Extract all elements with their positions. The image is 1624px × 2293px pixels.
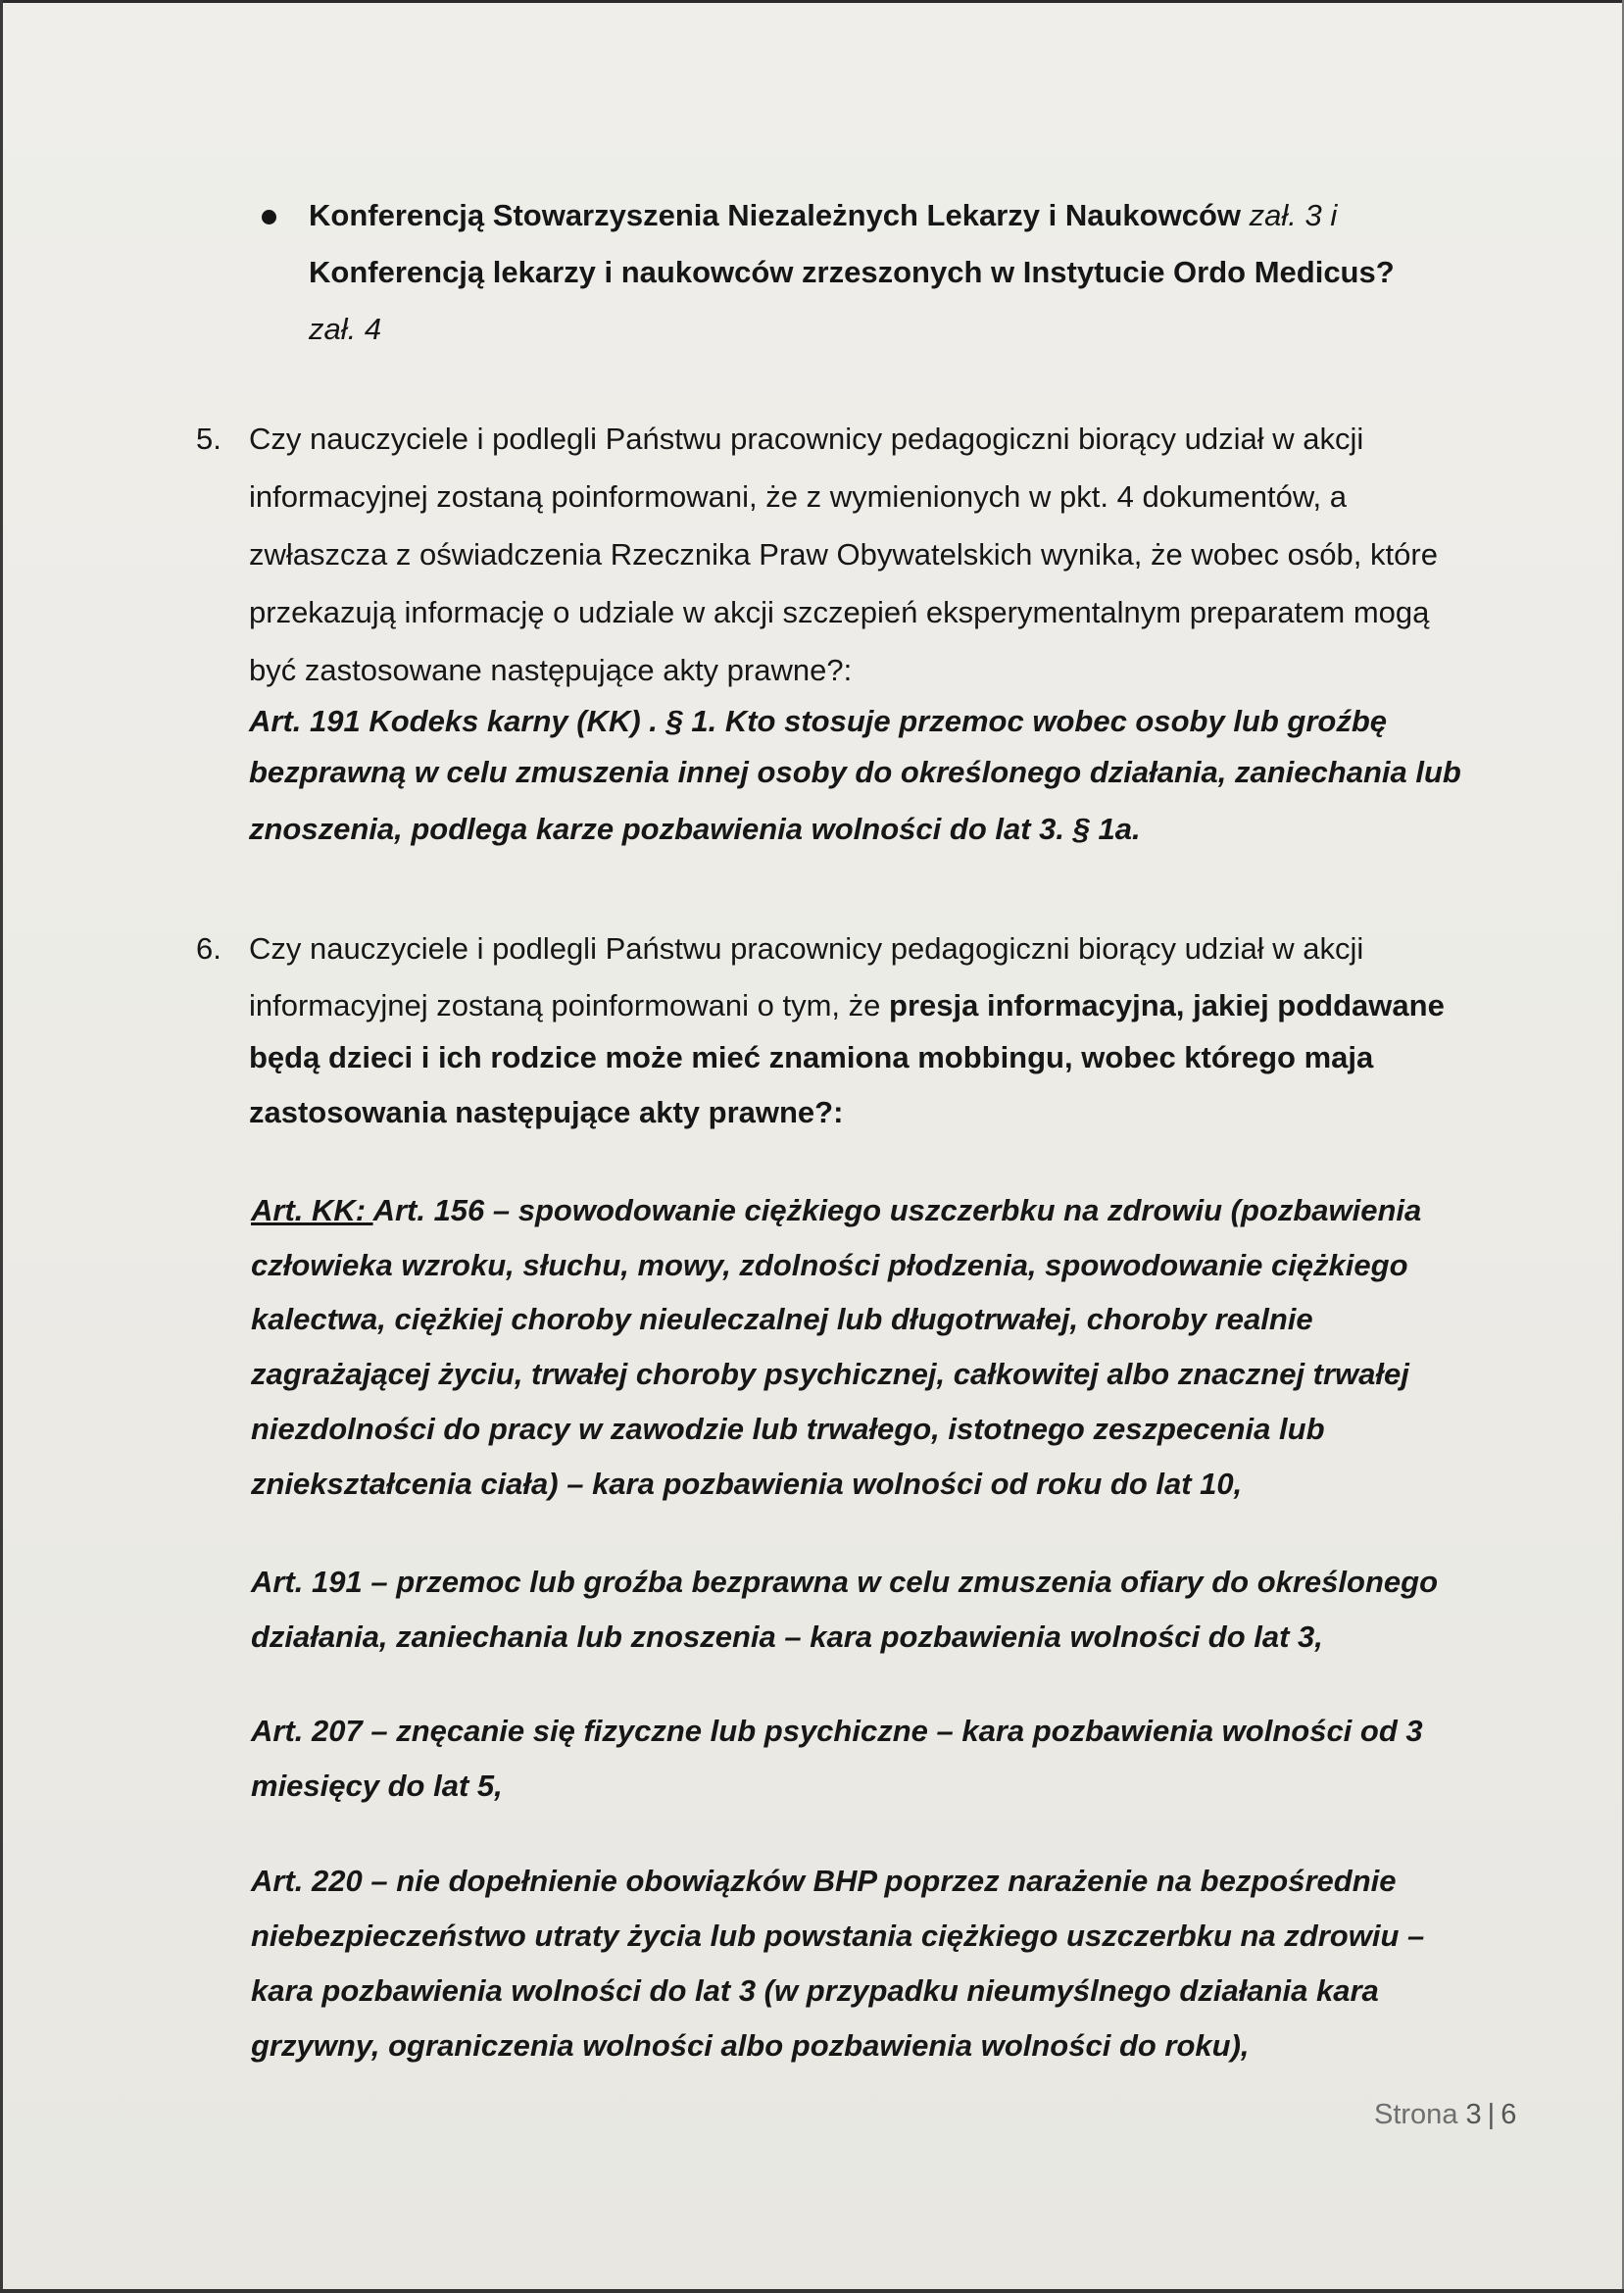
- art-156-line-6: zniekształcenia ciała) – kara pozbawienia wolności od roku do lat 10,: [251, 1467, 1243, 1501]
- art-156-line-1-text: Art. 156 – spowodowanie ciężkiego uszczerbku na zdrowiu (pozbawienia: [372, 1193, 1422, 1227]
- item-5-number: 5.: [196, 422, 221, 456]
- page-label: Strona: [1374, 2099, 1458, 2130]
- total-pages: 6: [1501, 2099, 1517, 2130]
- scan-edge-top: [0, 0, 1624, 3]
- item-6-number: 6.: [196, 931, 221, 966]
- art-156-line-1: [251, 1191, 1421, 1230]
- item-5-law-line-2: bezprawną w celu zmuszenia innej osoby do określonego działania, zaniechania lub: [249, 755, 1461, 789]
- art-156-line-3: kalectwa, ciężkiej choroby nieuleczalnej lub długotrwałej, choroby realnie: [251, 1302, 1313, 1336]
- art-207-line-2: miesięcy do lat 5,: [251, 1769, 503, 1803]
- item-5-line-5: być zastosowane następujące akty prawne?:: [249, 653, 853, 687]
- page-number-footer: [1374, 2095, 1516, 2134]
- art-207-line-1: Art. 207 – znęcanie się fizyczne lub psychiczne – kara pozbawienia wolności od 3: [251, 1714, 1423, 1748]
- art-191-line-1: Art. 191 – przemoc lub groźba bezprawna w celu zmuszenia ofiary do określonego: [251, 1565, 1439, 1599]
- item-6-line-4: zastosowania następujące akty prawne?:: [249, 1095, 844, 1129]
- art-220-line-3: kara pozbawienia wolności do lat 3 (w przypadku nieumyślnego działania kara: [251, 1973, 1379, 2008]
- current-page: 3: [1465, 2099, 1482, 2130]
- item-5-line-4: przekazują informację o udziale w akcji szczepień eksperymentalnym preparatem mogą: [249, 595, 1430, 629]
- item-5-law-line-1: Art. 191 Kodeks karny (KK) . § 1. Kto stosuje przemoc wobec osoby lub groźbę: [249, 704, 1388, 738]
- bullet-bold-text-1: Konferencją Stowarzyszenia Niezależnych Lekarzy i Naukowców: [309, 198, 1241, 232]
- art-191-line-2: działania, zaniechania lub znoszenia – kara pozbawienia wolności do lat 3,: [251, 1620, 1323, 1654]
- item-6-line-2-plain: informacyjnej zostaną poinformowani o tym, że: [249, 988, 890, 1022]
- item-6-line-1: Czy nauczyciele i podlegli Państwu pracownicy pedagogiczni biorący udział w akcji: [249, 931, 1364, 966]
- item-5-law-line-3: znoszenia, podlega karze pozbawienia wolności do lat 3. § 1a.: [249, 812, 1141, 846]
- bullet-line-3: zał. 4: [309, 312, 382, 346]
- art-156-line-4: zagrażającej życiu, trwałej choroby psychicznej, całkowitej albo znacznej trwałej: [251, 1357, 1409, 1391]
- item-6-line-3: będą dzieci i ich rodzice może mieć znamiona mobbingu, wobec którego maja: [249, 1040, 1374, 1074]
- item-5-line-3: zwłaszcza z oświadczenia Rzecznika Praw Obywatelskich wynika, że wobec osób, które: [249, 537, 1438, 572]
- page-separator: |: [1487, 2099, 1496, 2130]
- bullet-dot-icon: [262, 210, 276, 224]
- art-220-line-2: niebezpieczeństwo utraty życia lub powstania ciężkiego uszczerbku na zdrowiu –: [251, 1919, 1425, 1953]
- art-220-line-4: grzywny, ograniczenia wolności albo pozbawienia wolności do roku),: [251, 2028, 1250, 2063]
- item-5-line-2: informacyjnej zostaną poinformowani, że z wymienionych w pkt. 4 dokumentów, a: [249, 479, 1347, 514]
- item-6-line-2: [249, 986, 1445, 1025]
- art-156-line-2: człowieka wzroku, słuchu, mowy, zdolności płodzenia, spowodowanie ciężkiego: [251, 1248, 1408, 1282]
- bullet-tail-text: zał. 3 i: [1241, 198, 1338, 232]
- scan-edge-bottom: [0, 2289, 1624, 2293]
- bullet-line-2: Konferencją lekarzy i naukowców zrzeszonych w Instytucie Ordo Medicus?: [309, 255, 1395, 289]
- art-156-line-5: niezdolności do pracy w zawodzie lub trwałego, istotnego zeszpecenia lub: [251, 1412, 1325, 1446]
- art-220-line-1: Art. 220 – nie dopełnienie obowiązków BHP poprzez narażenie na bezpośrednie: [251, 1864, 1397, 1898]
- scan-edge-left: [0, 0, 3, 2293]
- art-kk-prefix: Art. KK:: [251, 1193, 373, 1227]
- bullet-line-1: [309, 196, 1337, 235]
- item-5-line-1: Czy nauczyciele i podlegli Państwu pracownicy pedagogiczni biorący udział w akcji: [249, 422, 1364, 456]
- item-6-line-2-bold: presja informacyjna, jakiej poddawane: [889, 988, 1445, 1022]
